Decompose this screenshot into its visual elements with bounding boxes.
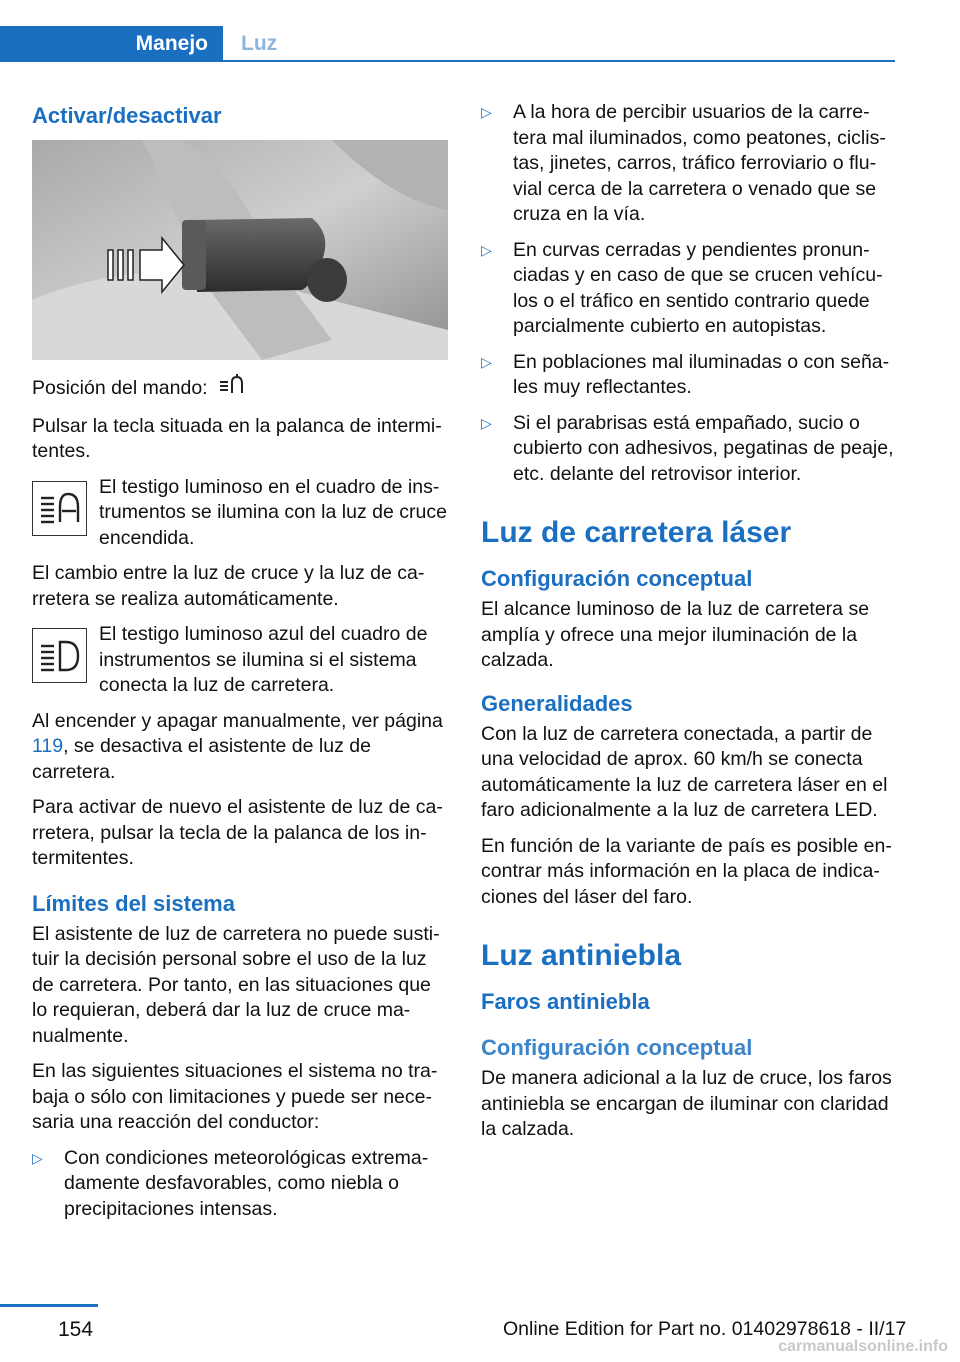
bullet-text: Con condiciones meteorológicas extremadamente desfavorables, como niebla o precipitaciones intensas. bbox=[64, 1146, 429, 1220]
triangle-bullet-icon: ▷ bbox=[32, 1149, 43, 1166]
auto-high-beam-icon bbox=[32, 481, 87, 536]
header-tabs bbox=[0, 26, 895, 62]
paragraph-manual bbox=[32, 709, 448, 786]
position-line bbox=[32, 374, 448, 404]
triangle-bullet-icon: ▷ bbox=[481, 353, 492, 370]
triangle-bullet-icon: ▷ bbox=[481, 104, 492, 120]
tab-luz[interactable]: Luz bbox=[241, 32, 278, 55]
page-link-119[interactable]: 119 bbox=[32, 735, 64, 757]
manual-text-b: , se desactiva el asistente de luz de carretera. bbox=[32, 735, 371, 783]
indicator-row-1 bbox=[32, 475, 448, 552]
watermark: carmanualsonline.info bbox=[778, 1338, 948, 1355]
indicator-row-2 bbox=[32, 622, 448, 699]
heading-fog-concept: Configuración conceptual bbox=[481, 1035, 753, 1060]
high-beam-indicator-icon bbox=[32, 628, 87, 683]
heading-laser: Luz de carretera láser bbox=[481, 516, 792, 549]
paragraph-general-1: Con la luz de carretera conectada, a partir de una velocidad de aprox. 60 km/h se conecta automáticamente la luz de carretera láser en el faro adicionalmente a la luz de carretera LED. bbox=[481, 722, 888, 821]
paragraph-limits: El asistente de luz de carretera no puede sustituir la decisión personal sobre el uso de la luz de carretera. Por tanto, en las situaciones que lo requieran, deberá dar la luz de cruce manualmente. bbox=[32, 922, 440, 1047]
bullet-text: A la hora de percibir usuarios de la carretera mal iluminados, como peatones, ciclistas, jinetes, carros, tráfico ferroviario o fluvial cerca de la carretera o venado que se cruza en la vía. bbox=[513, 101, 886, 225]
bullet-text: Si el parabrisas está empañado, sucio o cubierto con adhesivos, pegatinas de peaje, etc. delante del retrovisor interior. bbox=[513, 411, 894, 485]
paragraph-fog-concept: De manera adicional a la luz de cruce, los faros antiniebla se encargan de iluminar con claridad la calzada. bbox=[481, 1067, 892, 1140]
paragraph-general-2: En función de la variante de país es posible encontrar más información en la placa de indicaciones del láser del faro. bbox=[481, 834, 892, 908]
list-item bbox=[481, 411, 895, 488]
header-divider bbox=[0, 60, 895, 62]
paragraph-reactivate: Para activar de nuevo el asistente de luz de carretera, pulsar la tecla de la palanca de los intermitentes. bbox=[32, 796, 443, 869]
paragraph-press: Pulsar la tecla situada en la palanca de intermitentes. bbox=[32, 414, 442, 462]
heading-fog-lamps: Faros antiniebla bbox=[481, 989, 650, 1014]
stalk-button-icon bbox=[219, 374, 245, 404]
position-label: Posición del mando: bbox=[32, 376, 208, 399]
bullet-text: En poblaciones mal iluminadas o con señales muy reflectantes. bbox=[513, 350, 890, 398]
heading-general: Generalidades bbox=[481, 690, 633, 716]
list-item bbox=[481, 350, 895, 401]
indicator-text-2: El testigo luminoso azul del cuadro de instrumentos se ilumina si el sistema conecta la luz de carretera. bbox=[99, 623, 428, 696]
page-number: 154 bbox=[58, 1318, 94, 1341]
paragraph-laser-concept: El alcance luminoso de la luz de carretera se amplía y ofrece una mejor iluminación de la calzada. bbox=[481, 598, 870, 671]
left-column bbox=[32, 100, 448, 1232]
paragraph-switch: El cambio entre la luz de cruce y la luz de carretera se realiza automáticamente. bbox=[32, 562, 425, 610]
triangle-bullet-icon: ▷ bbox=[481, 414, 492, 431]
tab-manejo[interactable]: Manejo bbox=[0, 26, 223, 62]
indicator-text-1: El testigo luminoso en el cuadro de instrumentos se ilumina con la luz de cruce encendida. bbox=[99, 475, 447, 549]
heading-laser-concept: Configuración conceptual bbox=[481, 566, 753, 591]
heading-activar: Activar/desactivar bbox=[32, 103, 222, 128]
right-column bbox=[481, 100, 895, 1153]
footer-divider bbox=[0, 1304, 98, 1307]
edition-label: Online Edition for Part no. 01402978618 - II/17 bbox=[503, 1318, 907, 1340]
list-item bbox=[481, 100, 895, 228]
manual-text-a: Al encender y apagar manualmente, ver página bbox=[32, 709, 443, 732]
list-item bbox=[32, 1146, 448, 1223]
triangle-bullet-icon: ▷ bbox=[481, 241, 492, 258]
paragraph-situations: En las siguientes situaciones el sistema no trabaja o sólo con limitaciones y puede ser necesaria una reacción del conductor: bbox=[32, 1060, 438, 1133]
heading-fog: Luz antiniebla bbox=[481, 939, 682, 972]
list-item bbox=[481, 238, 895, 340]
stalk-illustration bbox=[32, 140, 448, 360]
bullet-text: En curvas cerradas y pendientes pronunciadas y en caso de que se crucen vehículos o el tráfico en sentido contrario quede parcialmente cubierto en autopistas. bbox=[513, 238, 883, 337]
heading-limits: Límites del sistema bbox=[32, 890, 235, 916]
